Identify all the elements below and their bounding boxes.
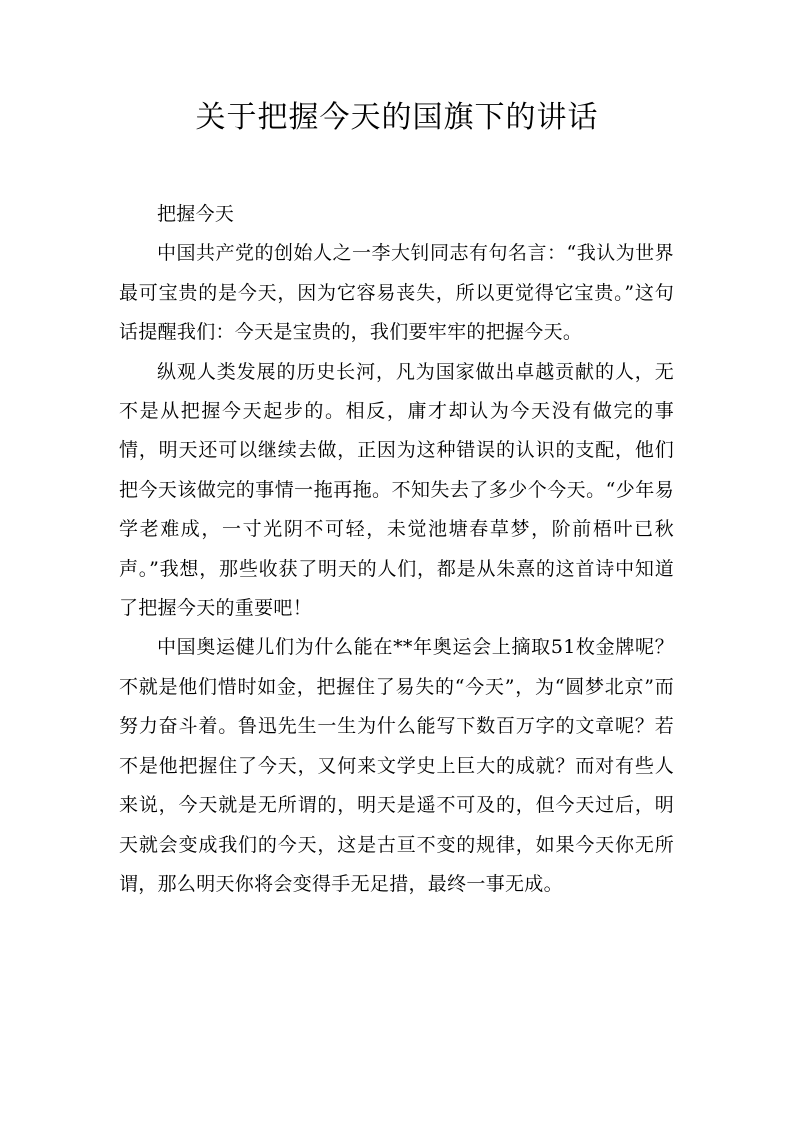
paragraph-heading: 把握今天 — [157, 203, 235, 225]
paragraph: 纵观人类发展的历史长河，凡为国家做出卓越贡献的人，无不是从把握今天起步的。相反，庸才却认为今天没有做完的事情，明天还可以继续去做，正因为这种错误的认识的支配，他们把今天该做完的事情一拖再拖。不知失去了多少个今天。“少年易学老难成，一寸光阴不可轻，未觉池塘春草梦，阶前梧叶已秋声。”我想，那些收获了明天的人们，都是从朱熹的这首诗中知道了把握今天的重要吧！ — [119, 360, 674, 620]
paragraph: 中国奥运健儿们为什么能在**年奥运会上摘取51枚金牌呢？不就是他们惜时如金，把握住了易失的“今天”，为“圆梦北京”而努力奋斗着。鲁迅先生一生为什么能写下数百万字的文章呢？若不是他把握住了今天，又何来文学史上巨大的成就？而对有些人来说，今天就是无所谓的，明天是遥不可及的，但今天过后，明天就会变成我们的今天，这是古亘不变的规律，如果今天你无所谓，那么明天你将会变得手无足措，最终一事无成。 — [119, 636, 674, 895]
document-body — [119, 195, 674, 904]
paragraph: 中国共产党的创始人之一李大钊同志有句名言：“我认为世界最可宝贵的是今天，因为它容易丧失，所以更觉得它宝贵。”这句话提醒我们：今天是宝贵的，我们要牢牢的把握今天。 — [119, 242, 674, 344]
document-title: 关于把握今天的国旗下的讲话 — [195, 100, 599, 135]
